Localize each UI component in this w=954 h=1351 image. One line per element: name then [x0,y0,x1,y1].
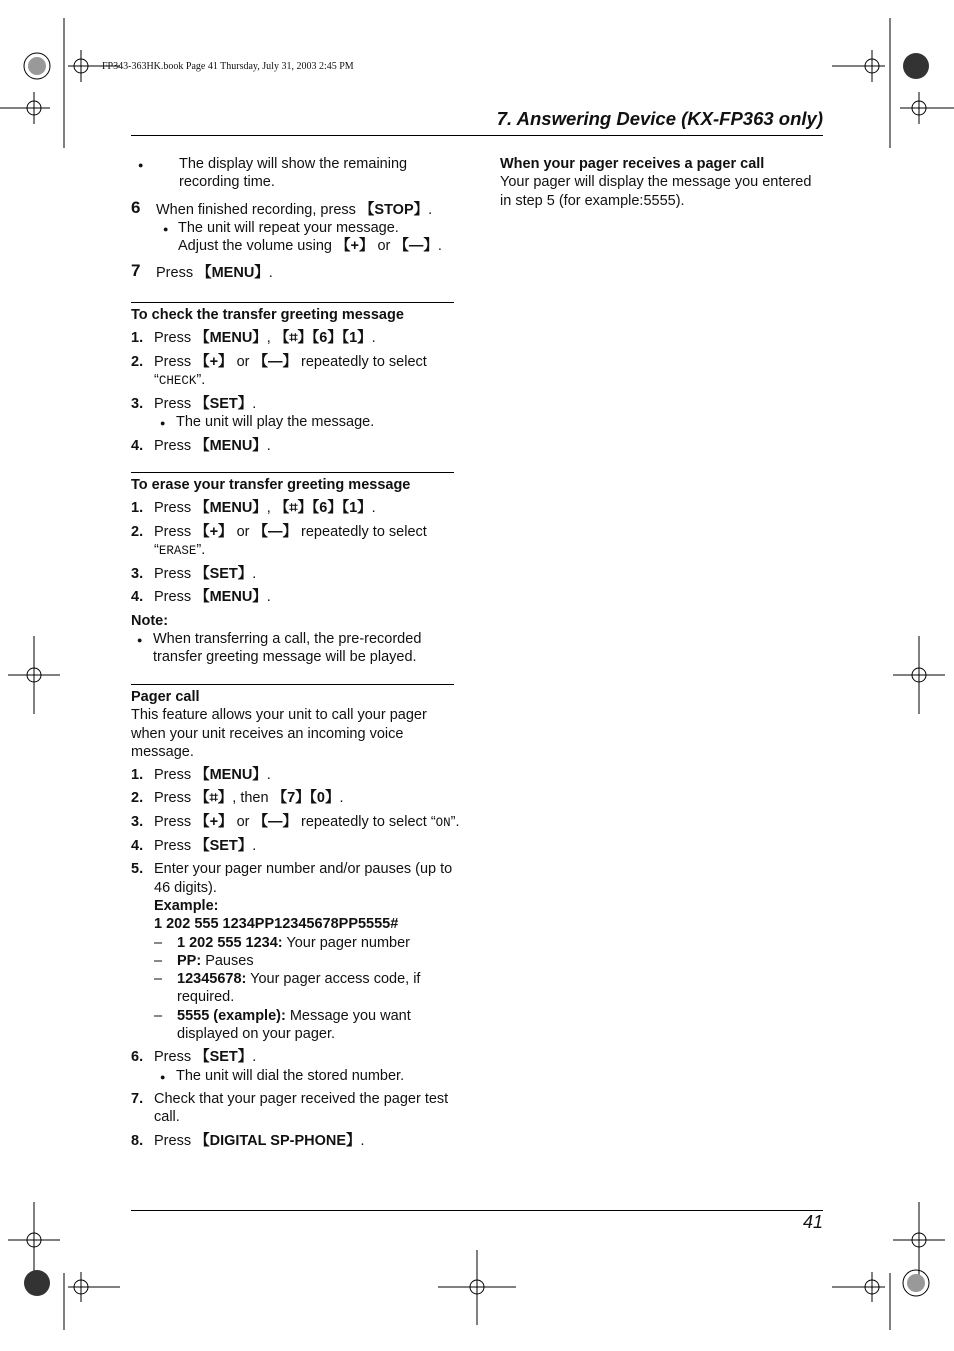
pager-step-2: 2. Press 【⌗】, then 【7】【0】. [131,790,344,807]
example-label: Example: [154,897,219,914]
intro-bullet: ● The display will show the remaining recording time. [131,155,461,192]
pager-section [131,688,461,1150]
pager-step-7: 7. Check that your pager received the pager test call. [131,1090,449,1126]
book-meta: FP343-363HK.book Page 41 Thursday, July 31, 2003 2:45 PM [102,61,354,72]
header-rule [131,135,823,136]
pager-section-rule [131,684,454,685]
check-step-1: 1. Press 【MENU】, 【⌗】【6】【1】. [131,330,376,347]
check-section [131,306,461,455]
pager-step-8: 8. Press 【DIGITAL SP-PHONE】. [131,1132,365,1149]
example-value: 1 202 555 1234PP12345678PP5555# [154,916,399,933]
erase-step-4: 4. Press 【MENU】. [131,589,271,606]
erase-step-1: 1. Press 【MENU】, 【⌗】【6】【1】. [131,500,376,517]
pager-intro: This feature allows your unit to call your pager when your unit receives an incoming voice message. [131,707,427,760]
pager-receive-title: When your pager receives a pager call [500,156,765,172]
example-detail: – 12345678: Your pager access code, if required. [154,970,461,1007]
note-label: Note: [131,612,169,629]
pager-step-4: 4. Press 【SET】. [131,838,257,855]
minus-key: 【—】 [394,238,438,255]
pager-section-title: Pager call [131,689,200,705]
right-column [500,155,824,210]
step-6-bullet-a: ● The unit will repeat your message. [156,219,461,237]
example-detail: – PP: Pauses [154,952,461,970]
check-step-3: 3. Press 【SET】. ● The unit will play the message. [131,395,461,432]
erase-section-title: To erase your transfer greeting message [131,477,411,493]
pager-step-6-bullet: ● The unit will dial the stored number. [154,1067,461,1085]
plus-key: 【+】 [335,238,374,255]
lcd-on: ON [435,815,451,830]
erase-step-3: 3. Press 【SET】. [131,566,257,583]
lcd-check: CHECK [158,373,197,388]
check-section-rule [131,302,454,303]
erase-step-2: 2. Press 【+】 or 【—】 repeatedly to select “ERASE”. [131,523,427,558]
menu-key: 【MENU】 [197,265,269,282]
check-step-3-bullet: ● The unit will play the message. [154,413,461,431]
pager-receive-text: Your pager will display the message you entered in step 5 (for example:5555). [500,174,812,209]
step-7: 7 Press 【MENU】. [131,261,273,282]
step-6: 6 When finished recording, press 【STOP】. ● The unit will repeat your message. Adjust the volume using 【+】 or 【—】. [131,201,461,256]
erase-section [131,476,461,667]
example-detail: – 1 202 555 1234: Your pager number [154,934,461,952]
pager-step-6: 6. Press 【SET】. ● The unit will dial the stored number. [131,1048,461,1085]
pager-step-1: 1. Press 【MENU】. [131,767,271,784]
example-detail: – 5555 (example): Message you want displayed on your pager. [154,1007,461,1044]
pager-step-5: 5. Enter your pager number and/or pauses (up to 46 digits). Example: 1 202 555 1234PP12345678PP5555# – 1 202 555 1234: Your pager number – PP: Pauses – 12345678: Your pager access code, if required. – 5555 (example): Message you want displayed on your pager. [131,860,461,1043]
lcd-erase: ERASE [158,543,197,558]
check-step-2: 2. Press 【+】 or 【—】 repeatedly to select “CHECK”. [131,353,427,388]
erase-section-rule [131,472,454,473]
pager-step-3: 3. Press 【+】 or 【—】 repeatedly to select “ON”. [131,813,460,830]
page-number: 41 [802,1212,823,1232]
note-bullet: ● When transferring a call, the pre-recorded transfer greeting message will be played. [131,630,461,667]
footer-rule [131,1210,823,1211]
check-step-4: 4. Press 【MENU】. [131,437,271,454]
stop-key: 【STOP】 [359,201,429,218]
left-column [131,155,461,283]
step-6-bullet-b: Adjust the volume using 【+】 or 【—】. [178,238,442,255]
check-section-title: To check the transfer greeting message [131,307,404,323]
chapter-title: 7. Answering Device (KX-FP363 only) [496,108,823,129]
